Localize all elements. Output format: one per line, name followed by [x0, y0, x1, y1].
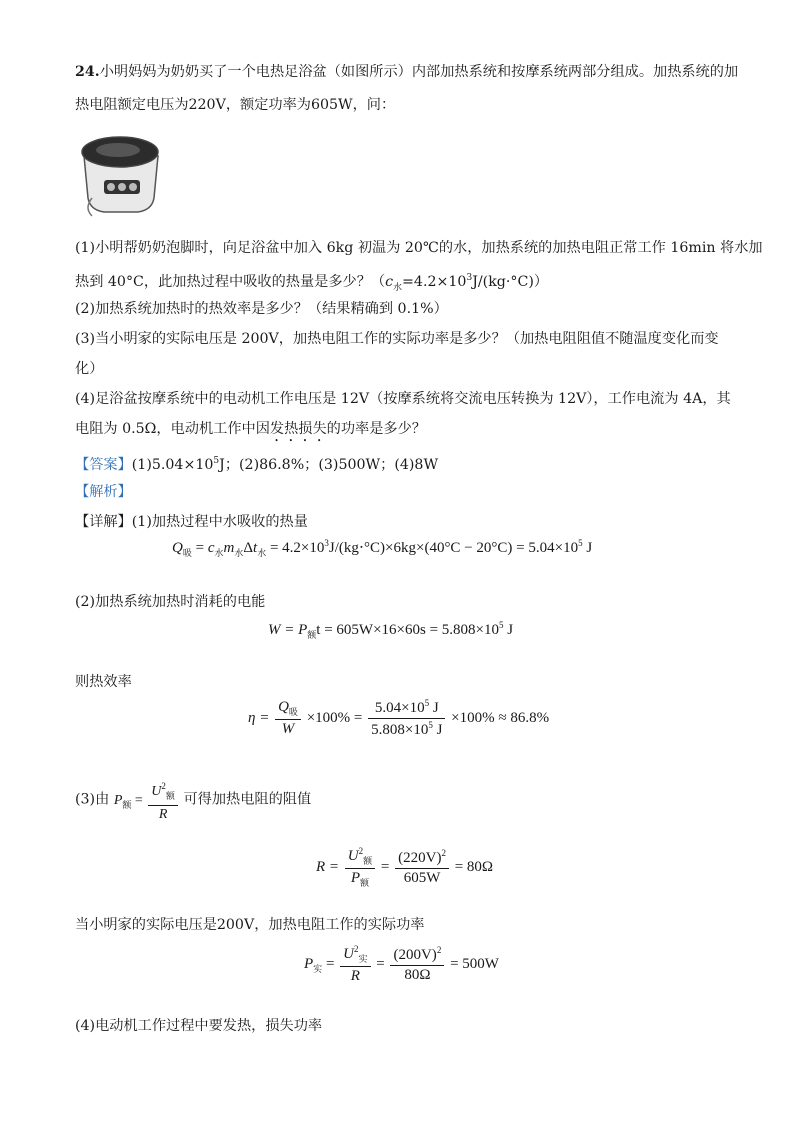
- equation-heat-absorbed: $Q_吸 = c_水m_水\Delta t_水 = 4.2\times 10^3J/(kg\cdot^\circ C)\times 6kg\times(40^\circ C - 20^\circ C) = 5.04\times 10^5$ J: [172, 538, 593, 558]
- detail-step4: (3)由 $P_额$ = $\frac{U^2_额}{R}$ 可得加热电阻的阻值: [75, 778, 311, 825]
- inline-power-fraction: $\frac{U^2_额}{R}$: [148, 778, 178, 823]
- resistance-fraction-1: $\frac{U^2_额}{P_额}$: [345, 846, 375, 889]
- equation-efficiency: η = $\frac{Q_吸}{W}$ ×100% = $\frac{5.04\times 10^5 J}{5.808\times 10^5 J}$ ×100% ≈ 86.8%: [248, 698, 550, 738]
- equation-resistance: R = $\frac{U^2_额}{P_额}$ = $\frac{(220V)^2}{605W}$ = 80Ω: [316, 846, 494, 888]
- resistance-fraction-2: $\frac{(220V)^2}{605W}$: [395, 848, 449, 887]
- answer-label: 【答案】: [75, 457, 132, 473]
- question-intro-line2: 热电阻额定电压为220V，额定功率为605W，问：: [75, 97, 396, 113]
- q1-line2: 热到 40°C，此加热过程中吸收的热量是多少？$(c_水=4.2\times 10^3J/(kg\cdot^\circ C))$: [75, 273, 549, 293]
- equation-actual-power: $P_实$ = $\frac{U^2_实}{R}$ = $\frac{(200V)^2}{80\Omega}$ = 500W: [304, 944, 499, 984]
- detail-step2: (2)加热系统加热时消耗的电能: [75, 594, 266, 610]
- question-number: 24.: [75, 64, 100, 80]
- q3-line2: 化）: [75, 361, 104, 377]
- actual-power-fraction-2: $\frac{(200V)^2}{80\Omega}$: [390, 945, 444, 984]
- analysis-label: 【解析】: [75, 484, 132, 500]
- foot-bath-image: [78, 128, 160, 220]
- efficiency-fraction-2: $\frac{5.04\times 10^5 J}{5.808\times 10^5 J}$: [368, 698, 445, 739]
- actual-power-fraction-1: $\frac{U^2_实}{R}$: [340, 944, 370, 985]
- detail-line: 【详解】(1)加热过程中水吸收的热量: [75, 514, 308, 530]
- q1-line1: (1)小明帮奶奶泡脚时，向足浴盆中加入 6kg 初温为 20℃的水，加热系统的加热电阻正常工作 16min 将水加: [75, 240, 763, 256]
- efficiency-fraction-1: $\frac{Q_吸}{W}$: [275, 699, 301, 738]
- q4-line1: (4)足浴盆按摩系统中的电动机工作电压是 12V（按摩系统将交流电压转换为 12V），工作电流为 4A，其: [75, 391, 731, 407]
- q2-text: (2)加热系统加热时的热效率是多少？（结果精确到 0.1%）: [75, 301, 448, 317]
- answer-line: 【答案】$(1)5.04\times 10^5J$；(2)86.8%；(3)500W；(4)8W: [75, 456, 439, 473]
- q4-line2: 电阻为 0.5Ω，电动机工作中因发热损失的功率是多少？: [75, 421, 426, 437]
- detail-step3: 则热效率: [75, 674, 132, 690]
- detail-label: 【详解】: [75, 514, 132, 530]
- detail-step5: 当小明家的实际电压是200V，加热电阻工作的实际功率: [75, 917, 425, 933]
- question-intro-line1: 24.小明妈妈为奶奶买了一个电热足浴盆（如图所示）内部加热系统和按摩系统两部分组成。加热系统的加: [75, 64, 739, 80]
- q3-line1: (3)当小明家的实际电压是 200V，加热电阻工作的实际功率是多少？（加热电阻阻值不随温度变化而变: [75, 331, 719, 347]
- detail-step6: (4)电动机工作过程中要发热，损失功率: [75, 1018, 323, 1034]
- equation-electric-energy: $W = P_额t = 605W\times 16\times 60s = 5.808\times 10^5$ J: [268, 620, 514, 640]
